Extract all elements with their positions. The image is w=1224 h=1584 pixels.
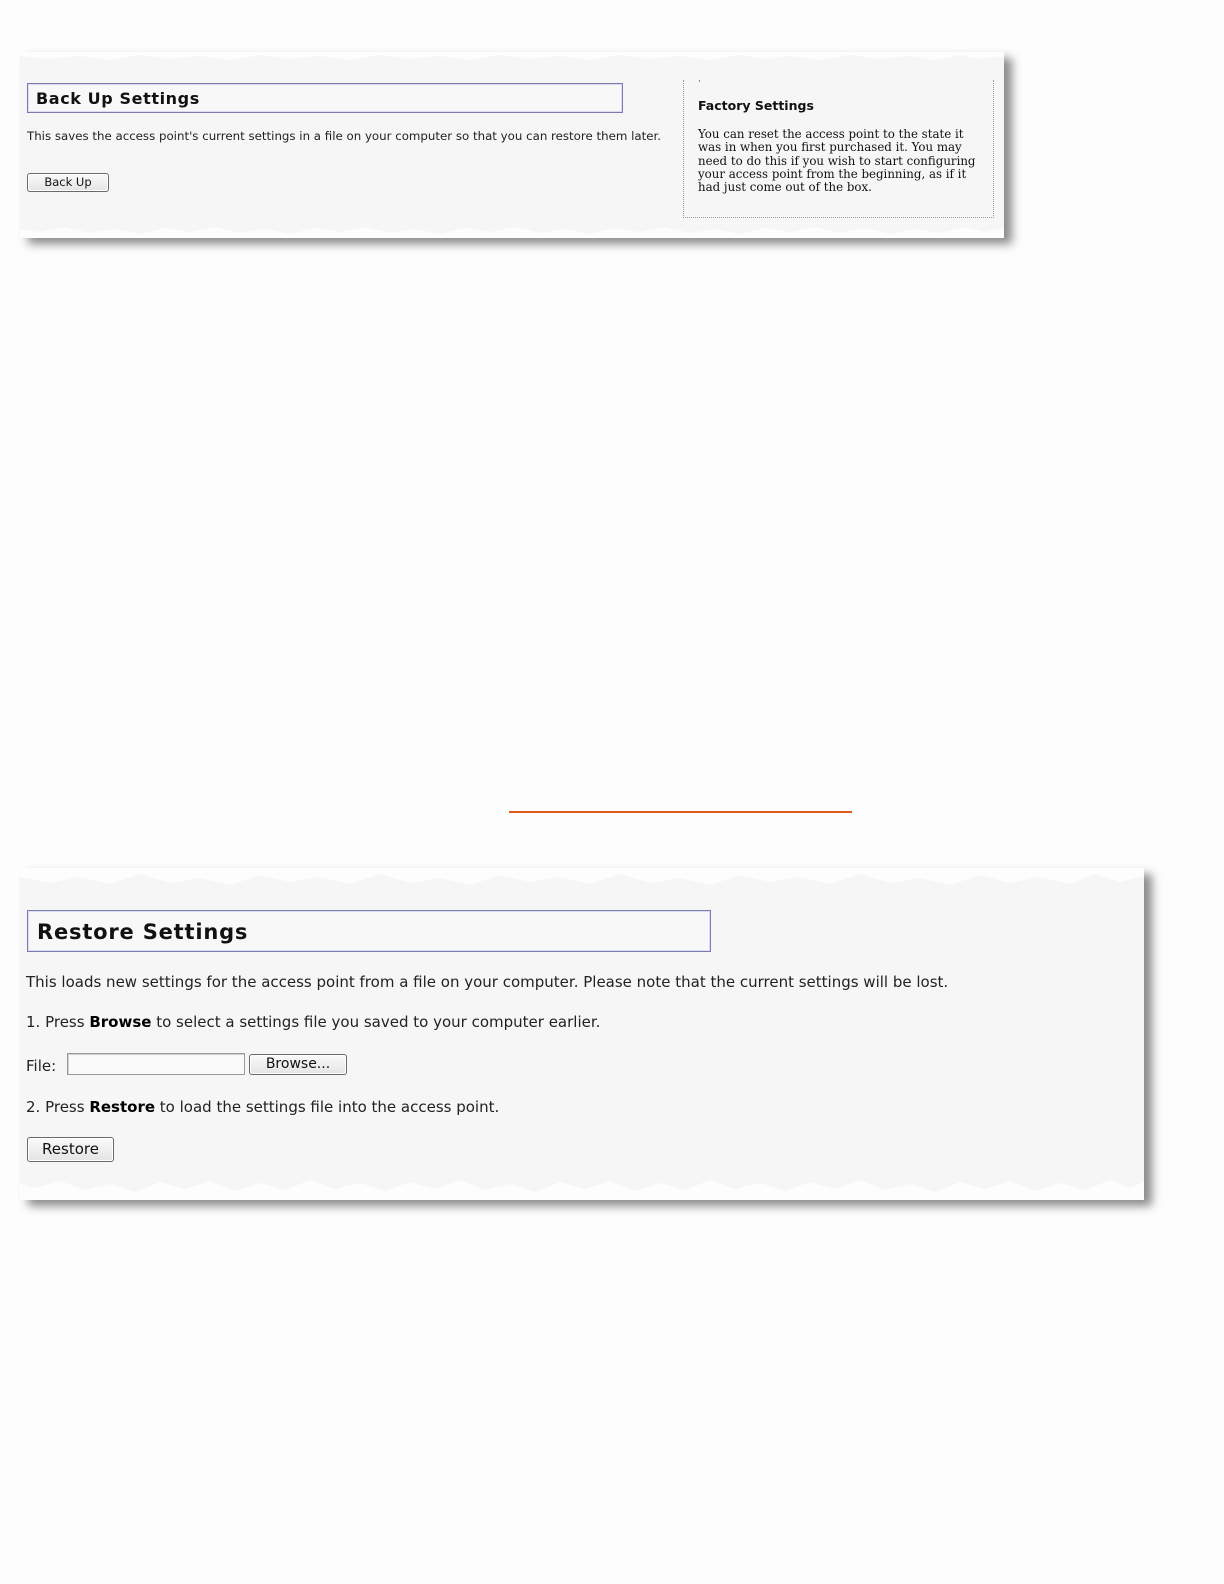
factory-settings-title: Factory Settings (698, 98, 814, 113)
restore-description: This loads new settings for the access point from a file on your computer. Please note that the current settings will be lost. (26, 973, 949, 991)
factory-settings-text: You can reset the access point to the state it was in when you first purchased it. You may need to do this if you wish to start configuring your access point from the beginning, as if it had just come out of the box. (698, 127, 976, 195)
file-path-input[interactable] (67, 1053, 245, 1075)
help-marker: · (698, 77, 701, 87)
restore-step-1 (26, 1013, 600, 1031)
step-1-prefix: 1. Press (26, 1013, 90, 1031)
torn-edge-top (20, 868, 1144, 890)
backup-settings-panel (20, 52, 1004, 238)
torn-edge-top (20, 52, 1004, 62)
step-2-prefix: 2. Press (26, 1098, 90, 1116)
factory-settings-help (683, 77, 994, 218)
torn-edge-bottom (20, 1176, 1144, 1200)
backup-title: Back Up Settings (36, 89, 200, 108)
step-2-keyword: Restore (89, 1098, 156, 1116)
step-1-suffix: to select a settings file you saved to your computer earlier. (151, 1013, 601, 1031)
restore-settings-panel (20, 868, 1144, 1200)
backup-description: This saves the access point's current settings in a file on your computer so that you can restore them later. (27, 129, 661, 143)
torn-edge-bottom (20, 224, 1004, 238)
step-1-keyword: Browse (89, 1013, 152, 1031)
step-2-suffix: to load the settings file into the access point. (155, 1098, 500, 1116)
restore-step-2 (26, 1098, 499, 1116)
restore-button[interactable]: Restore (27, 1137, 114, 1162)
restore-title-box (27, 910, 711, 952)
divider-rule (509, 811, 852, 813)
file-label: File: (26, 1057, 57, 1075)
browse-button[interactable]: Browse... (249, 1054, 347, 1075)
back-up-button[interactable]: Back Up (27, 173, 109, 192)
restore-title: Restore Settings (37, 920, 249, 944)
backup-title-box (27, 83, 623, 113)
